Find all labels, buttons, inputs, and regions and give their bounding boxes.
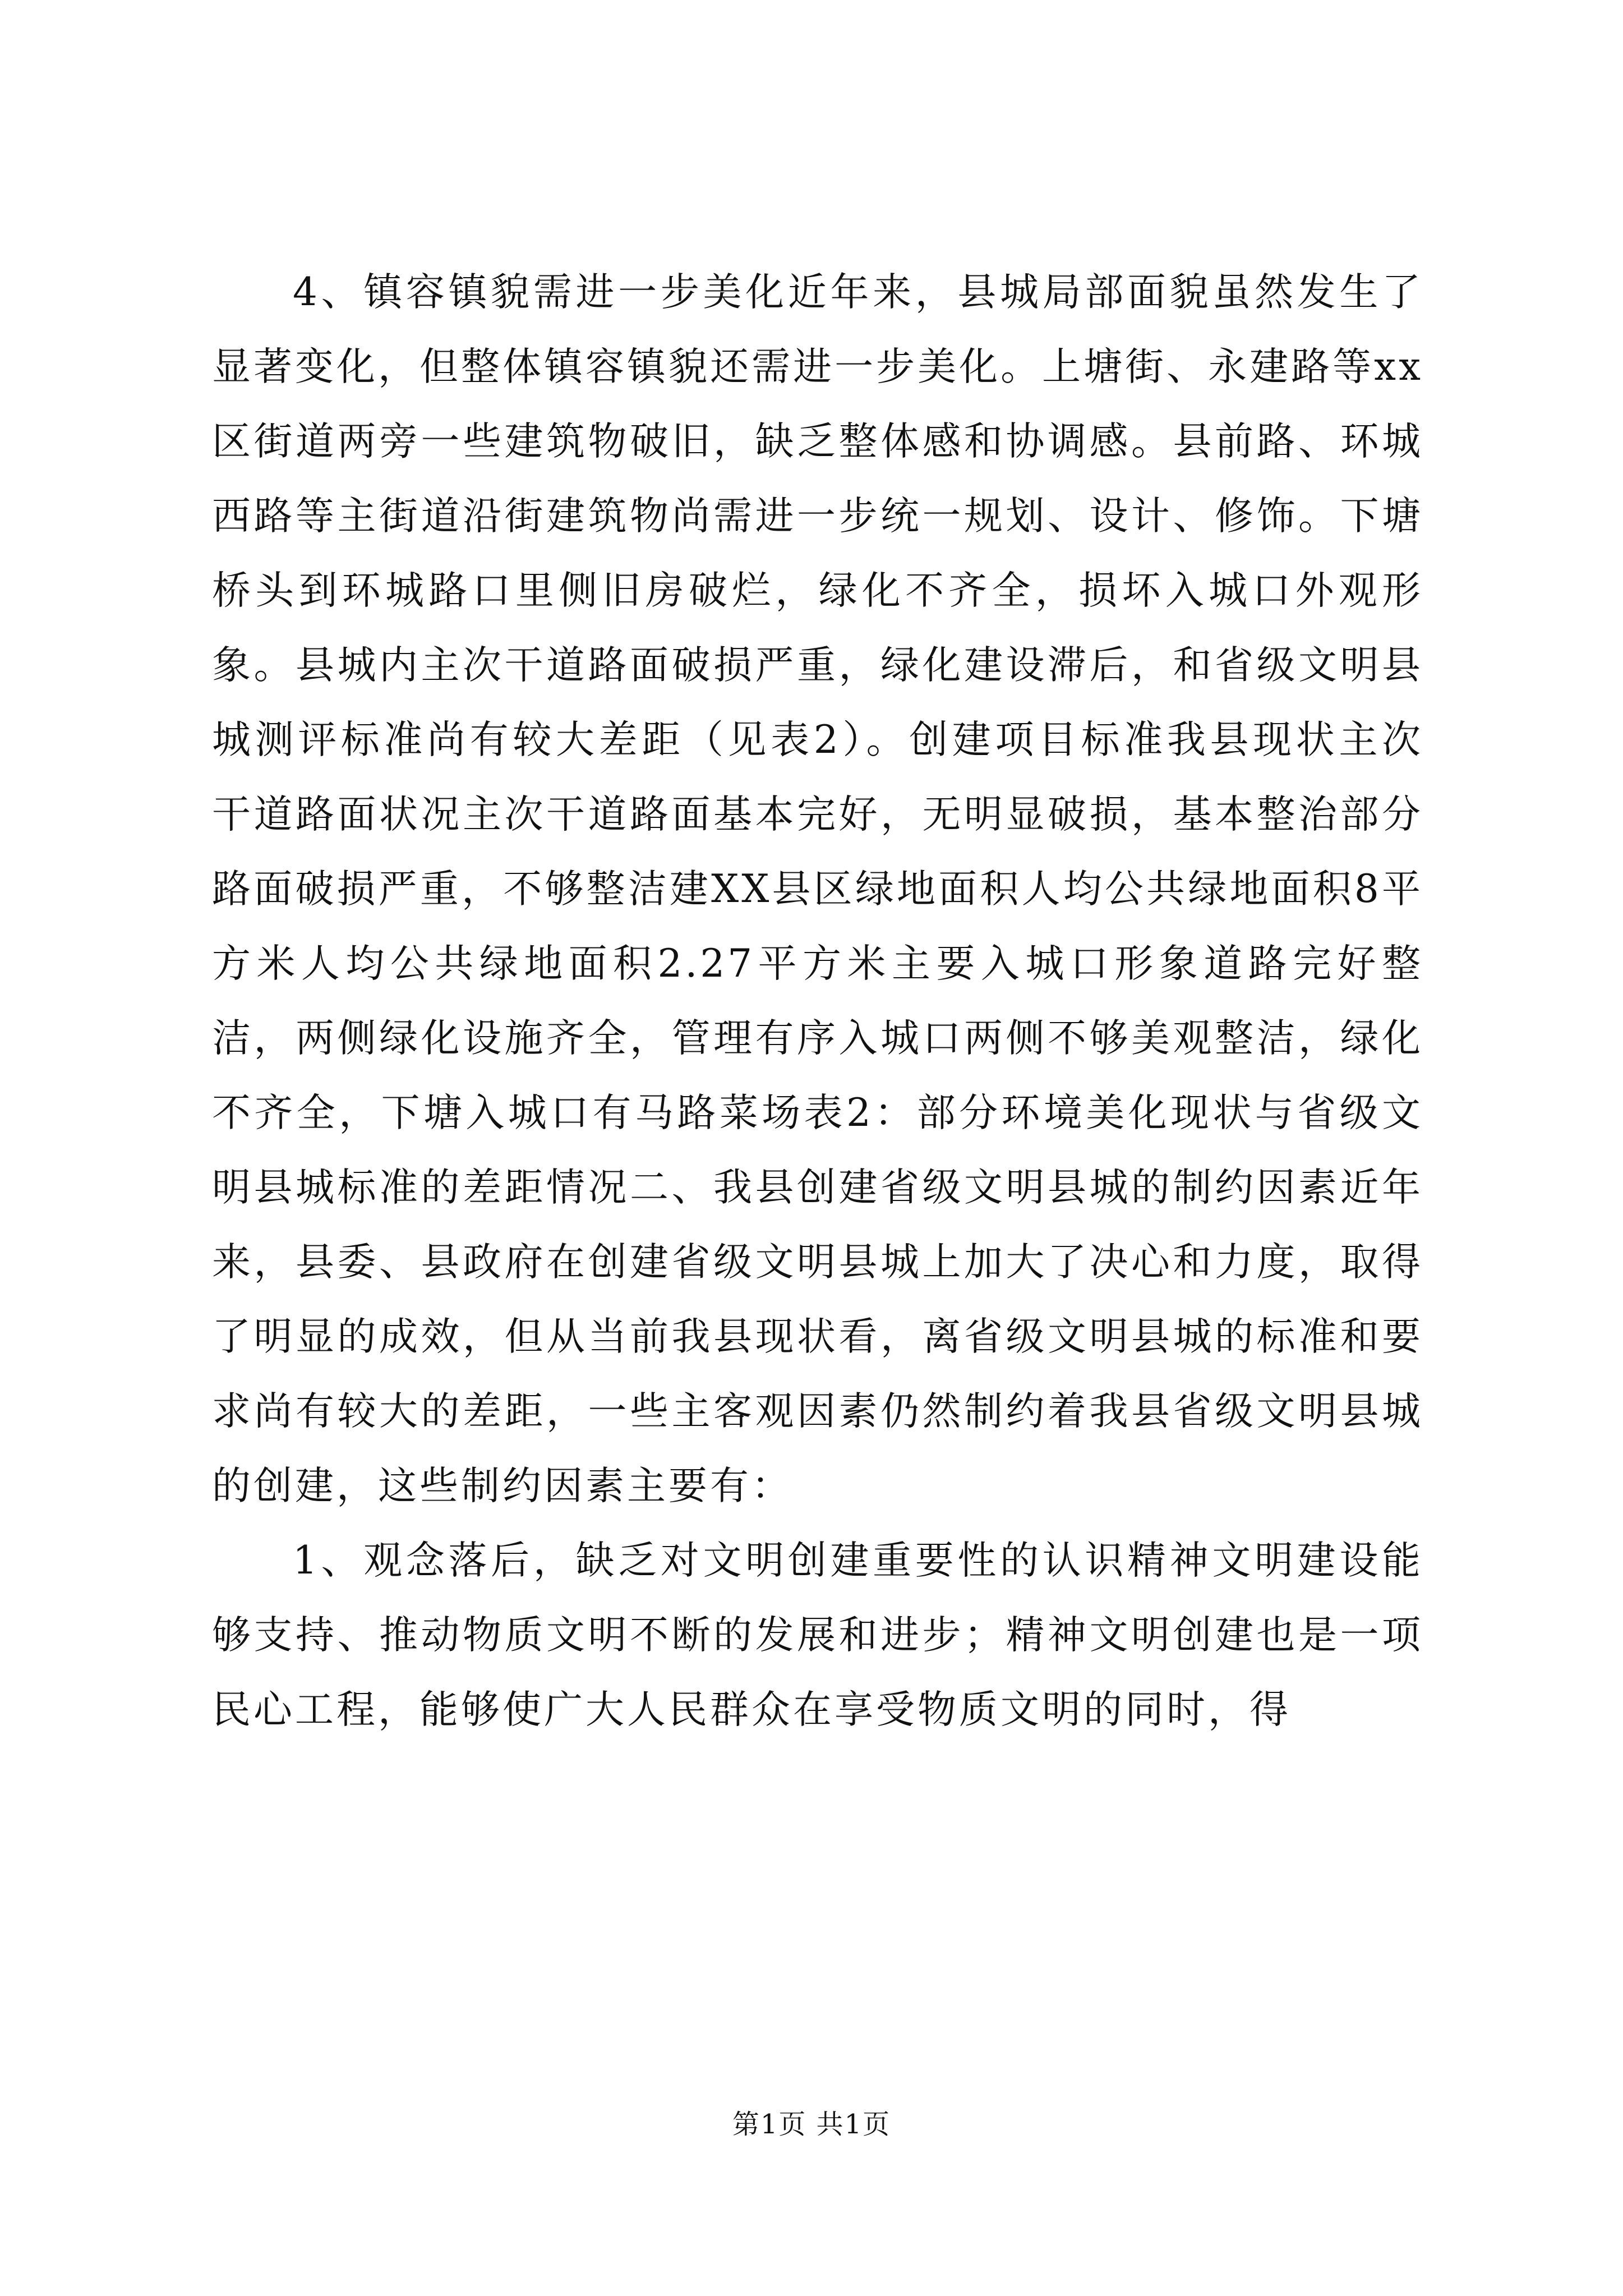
paragraph-1: 4、镇容镇貌需进一步美化近年来，县城局部面貌虽然发生了显著变化，但整体镇容镇貌还需进一步美化。上塘街、永建路等xx区街道两旁一些建筑物破旧，缺乏整体感和协调感。县前路、环城西路等主街道沿街建筑物尚需进一步统一规划、设计、修饰。下塘桥头到环城路口里侧旧房破烂，绿化不齐全，损坏入城口外观形象。县城内主次干道路面破损严重，绿化建设滞后，和省级文明县城测评标准尚有较大差距（见表2）。创建项目标准我县现状主次干道路面状况主次干道路面基本完好，无明显破损，基本整治部分路面破损严重，不够整洁建XX县区绿地面积人均公共绿地面积8平方米人均公共绿地面积2.27平方米主要入城口形象道路完好整洁，两侧绿化设施齐全，管理有序入城口两侧不够美观整洁，绿化不齐全，下塘入城口有马路菜场表2：部分环境美化现状与省级文明县城标准的差距情况二、我县创建省级文明县城的制约因素近年来，县委、县政府在创建省级文明县城上加大了决心和力度，取得了明显的成效，但从当前我县现状看，离省级文明县城的标准和要求尚有较大的差距，一些主客观因素仍然制约着我县省级文明县城的创建，这些制约因素主要有： xyxy=(212,270,1423,1508)
paragraph-2: 1、观念落后，缺乏对文明创建重要性的认识精神文明建设能够支持、推动物质文明不断的发展和进步；精神文明创建也是一项民心工程，能够使广大人民群众在享受物质文明的同时，得 xyxy=(212,1538,1423,1732)
document-body xyxy=(212,255,1423,1747)
page-footer: 第1页 共1页 xyxy=(732,2109,891,2140)
